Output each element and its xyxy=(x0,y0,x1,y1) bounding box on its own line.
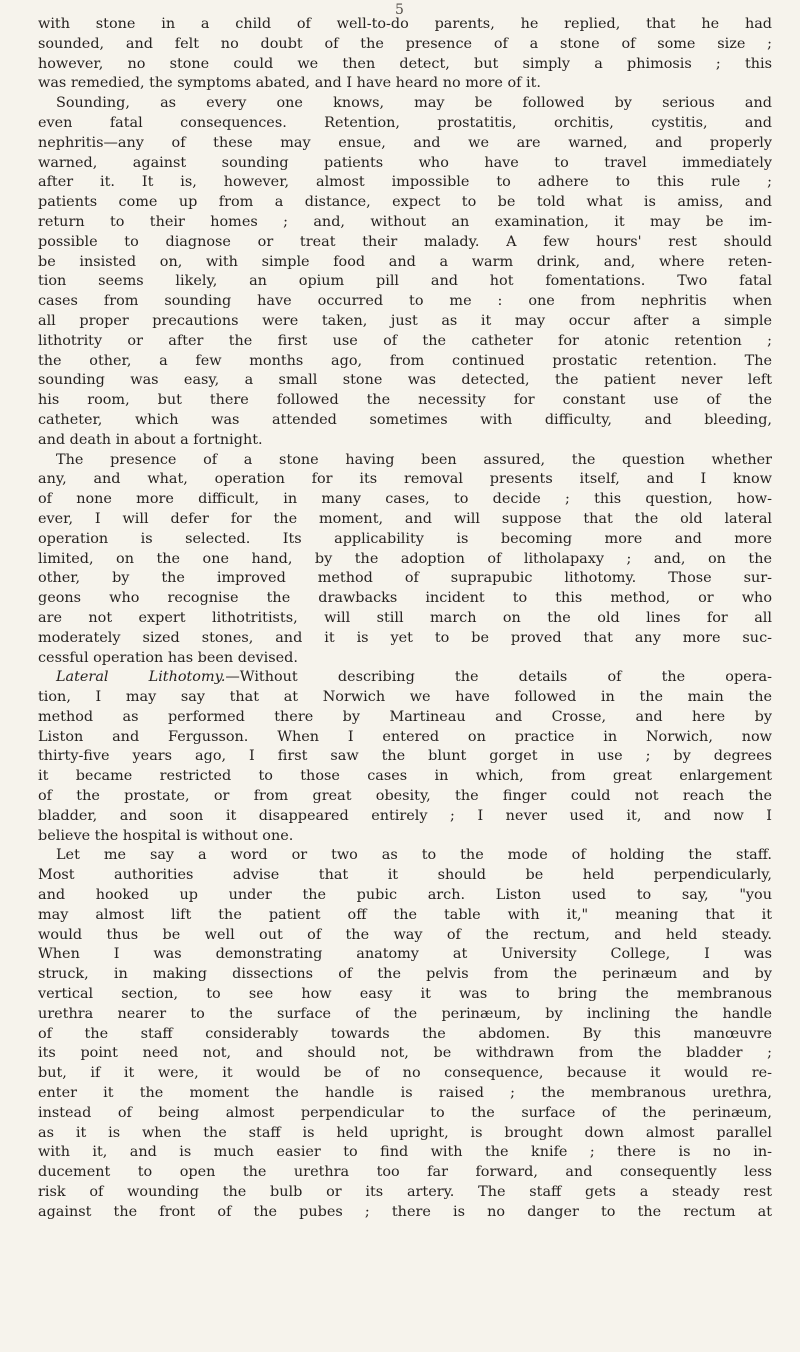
text-line: ducement to open the urethra too far forward, and consequently less xyxy=(38,1164,772,1181)
text-line: any, and what, operation for its removal presents itself, and I know xyxy=(38,471,772,488)
text-line: but, if it were, it would be of no consequence, because it would re- xyxy=(38,1065,772,1082)
text-line: warned, against sounding patients who have to travel immediately xyxy=(38,154,772,171)
text-line: are not expert lithotritists, will still march on the old lines for all xyxy=(38,609,772,626)
text-line: Liston and Fergusson. When I entered on practice in Norwich, now xyxy=(38,728,772,745)
text-line: with stone in a child of well-to-do parents, he replied, that he had xyxy=(38,16,772,32)
text-line: its point need not, and should not, be withdrawn from the bladder ; xyxy=(38,1045,772,1062)
text-line: The presence of a stone having been assured, the question whether xyxy=(56,451,772,468)
text-line: struck, in making dissections of the pelvis from the perinæum and by xyxy=(38,966,772,983)
text-line: cessful operation has been devised. xyxy=(38,649,298,666)
text-line: may almost lift the patient off the table with it," meaning that it xyxy=(38,906,772,923)
text-line: urethra nearer to the surface of the perinæum, by inclining the handle xyxy=(38,1005,772,1022)
text-line: limited, on the one hand, by the adoption of litholapaxy ; and, on the xyxy=(38,550,772,567)
text-line: was remedied, the symptoms abated, and I have heard no more of it. xyxy=(38,75,542,92)
text-line: Most authorities advise that it should be held perpendicularly, xyxy=(38,867,772,884)
text-line: all proper precautions were taken, just as it may occur after a simple xyxy=(38,312,772,329)
text-line: however, no stone could we then detect, but simply a phimosis ; this xyxy=(38,55,772,72)
text-line: believe the hospital is without one. xyxy=(38,827,294,844)
text-line: ever, I will defer for the moment, and will suppose that the old lateral xyxy=(38,510,772,527)
text-line: nephritis—any of these may ensue, and we are warned, and properly xyxy=(38,134,772,151)
text-line: as it is when the staff is held upright, is brought down almost parallel xyxy=(38,1124,772,1141)
text-line: after it. It is, however, almost impossible to adhere to this rule ; xyxy=(38,174,772,191)
text-line: When I was demonstrating anatomy at University College, I was xyxy=(38,946,772,963)
text-line: risk of wounding the bulb or its artery. The staff gets a steady rest xyxy=(38,1184,772,1201)
text-line: thirty-five years ago, I first saw the blunt gorget in use ; by degrees xyxy=(38,748,772,765)
text-line: Let me say a word or two as to the mode of holding the staff. xyxy=(56,847,772,864)
text-line: other, by the improved method of suprapubic lithotomy. Those sur- xyxy=(38,570,772,587)
text-line: Lateral Lithotomy.—Without describing the details of the opera- xyxy=(56,669,772,686)
text-line: with it, and is much easier to find with the knife ; there is no in- xyxy=(38,1144,772,1161)
text-line: be insisted on, with simple food and a warm drink, and, where reten- xyxy=(38,253,772,270)
text-line: of none more difficult, in many cases, to decide ; this question, how- xyxy=(38,491,772,508)
text-line: enter it the moment the handle is raised ; the membranous urethra, xyxy=(38,1085,772,1102)
text-line: patients come up from a distance, expect to be told what is amiss, and xyxy=(38,194,772,211)
text-line: would thus be well out of the way of the rectum, and held steady. xyxy=(38,926,772,943)
text-line: and hooked up under the pubic arch. Liston used to say, "you xyxy=(38,887,772,904)
text-line: his room, but there followed the necessity for constant use of the xyxy=(38,392,772,409)
text-line: and death in about a fortnight. xyxy=(38,431,263,448)
text-line: sounded, and felt no doubt of the presence of a stone of some size ; xyxy=(38,35,772,52)
text-line: method as performed there by Martineau and Crosse, and here by xyxy=(38,708,772,725)
body-text xyxy=(38,15,772,1223)
text-line: instead of being almost perpendicular to the surface of the perinæum, xyxy=(38,1104,772,1121)
text-line: of the staff considerably towards the abdomen. By this manœuvre xyxy=(38,1025,772,1042)
text-line: possible to diagnose or treat their malady. A few hours' rest should xyxy=(38,233,772,250)
text-line: vertical section, to see how easy it was to bring the membranous xyxy=(38,986,772,1003)
text-line: Sounding, as every one knows, may be followed by serious and xyxy=(56,95,772,112)
text-line: lithotrity or after the first use of the catheter for atonic retention ; xyxy=(38,332,772,349)
text-line: the other, a few months ago, from continued prostatic retention. The xyxy=(38,352,772,369)
text-line: of the prostate, or from great obesity, the finger could not reach the xyxy=(38,788,772,805)
text-line: return to their homes ; and, without an examination, it may be im- xyxy=(38,213,772,230)
text-line: even fatal consequences. Retention, prostatitis, orchitis, cystitis, and xyxy=(38,114,772,131)
text-line: against the front of the pubes ; there is no danger to the rectum at xyxy=(38,1203,772,1220)
text-line: sounding was easy, a small stone was detected, the patient never left xyxy=(38,372,772,389)
text-line: catheter, which was attended sometimes with difficulty, and bleeding, xyxy=(38,411,772,428)
text-line: tion seems likely, an opium pill and hot fomentations. Two fatal xyxy=(38,273,772,290)
text-line: it became restricted to those cases in which, from great enlargement xyxy=(38,768,772,785)
text-line: moderately sized stones, and it is yet to be proved that any more suc- xyxy=(38,629,772,646)
text-line: tion, I may say that at Norwich we have followed in the main the xyxy=(38,689,772,706)
text-line: bladder, and soon it disappeared entirely ; I never used it, and now I xyxy=(38,807,772,824)
text-line: cases from sounding have occurred to me : one from nephritis when xyxy=(38,293,772,310)
section-heading-italic: Lateral Lithotomy. xyxy=(56,669,226,686)
text-line: geons who recognise the drawbacks incident to this method, or who xyxy=(38,590,772,607)
text-line: operation is selected. Its applicability is becoming more and more xyxy=(38,530,772,547)
page-number: 5 xyxy=(395,2,404,18)
